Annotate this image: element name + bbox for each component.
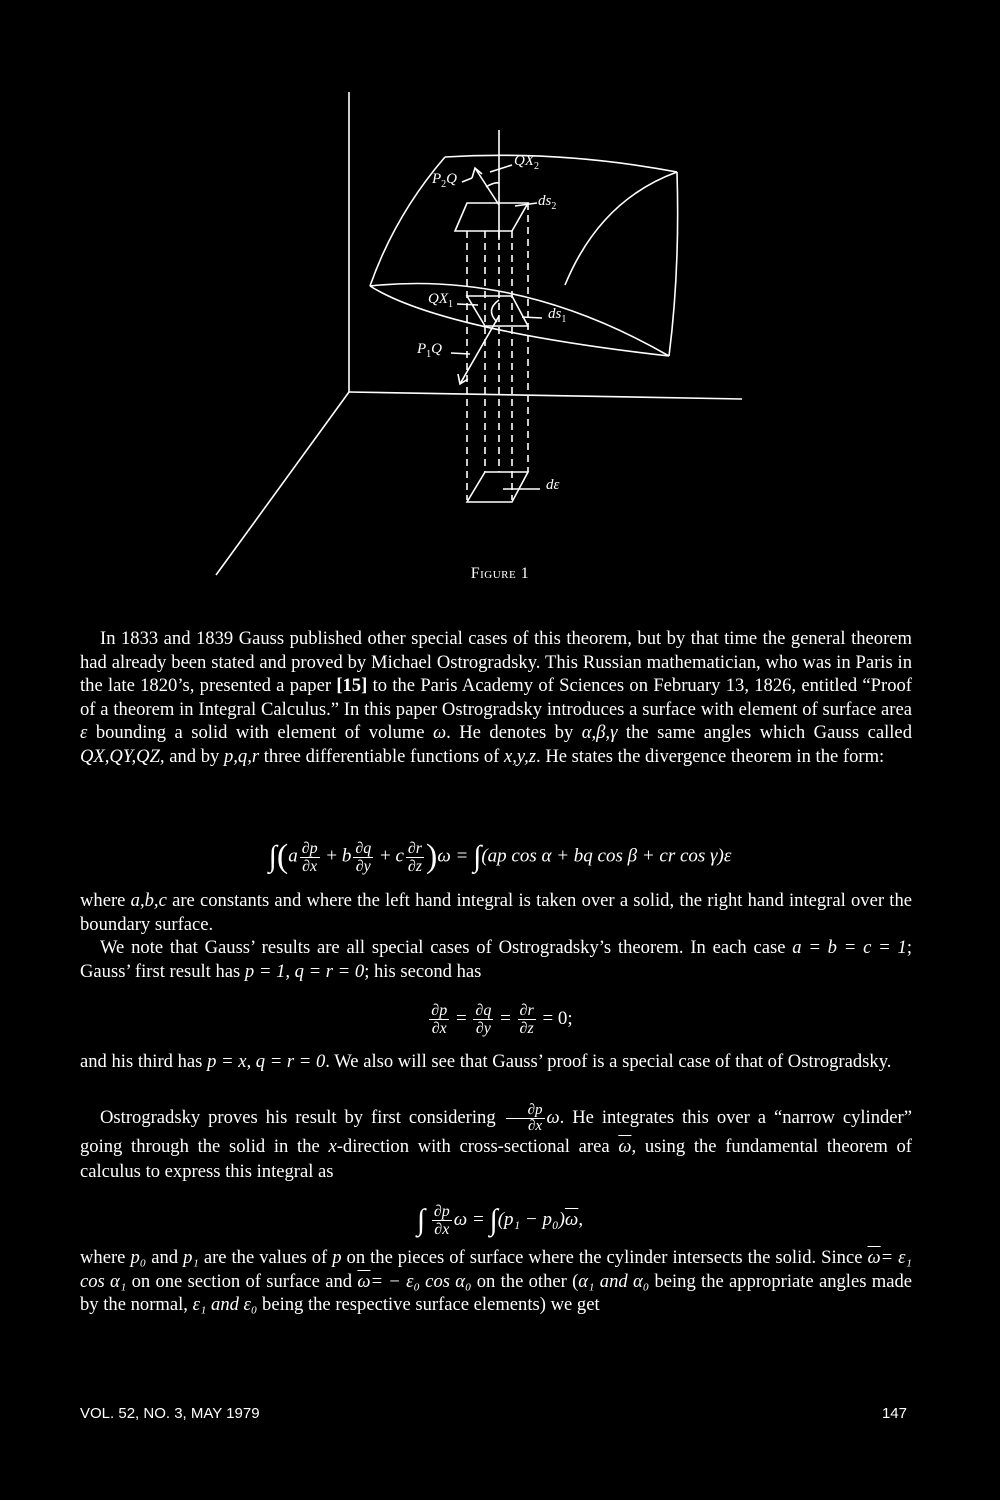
surface-lower-curve bbox=[370, 286, 669, 356]
p1q-pointer bbox=[451, 353, 470, 354]
ds2-element bbox=[455, 203, 528, 231]
ds1-pointer bbox=[522, 317, 542, 318]
figure-drawing bbox=[0, 0, 1000, 590]
surface-top-edge bbox=[445, 155, 677, 172]
angle-arc-2 bbox=[486, 183, 499, 187]
paragraph-5: Ostrogradsky proves his result by first considering $\frac{\partial p}{\partial x}$ ω. He integrates this over a “narrow cylinder” going through the solid in the x-direction with cross-sectional area $\overline{\omega}$, using the fundamental theorem of calculus to express this integral as bbox=[80, 1102, 912, 1182]
qx1-pointer bbox=[457, 304, 478, 305]
equation-cylinder-integral: ∫ $\frac{\partial p}{\partial x}$ $\omega = \int(p_1 - p_0)\overline{\omega}$, bbox=[416, 1203, 584, 1238]
p2q-pointer bbox=[462, 178, 472, 182]
y-axis bbox=[349, 392, 742, 399]
equation-second-result: $\frac{\partial p}{\partial x}$ = $\frac{\partial q}{\partial y}$ = $\frac{\partial r}{\partial z}$ = 0; bbox=[431, 1002, 573, 1037]
paragraph-2: where a,b,c are constants and where the left hand integral is taken over a solid, the right hand integral over the boundary surface. We note that Gauss’ results are all special cases of Ostrogradsky’s theorem. In each case a = b = c = 1; Gauss’ first result has p = 1, q = r = 0; his second has bbox=[80, 890, 912, 982]
label-qx1: $QX_1$ bbox=[428, 291, 453, 310]
footer-journal-info: VOL. 52, NO. 3, MAY 1979 bbox=[80, 1405, 260, 1422]
figure-caption: Figure 1 bbox=[470, 565, 530, 582]
figure-1 bbox=[0, 0, 1000, 590]
equation-divergence-theorem: ∫(a $\frac{\partial p}{\partial x}$ + b $\frac{\partial q}{\partial y}$ + c $\frac{\partial r}{\partial z}$ )ω = ∫(ap cos α + bq cos β + cr cos γ)ε bbox=[268, 838, 732, 875]
reference-15: [15] bbox=[336, 675, 368, 696]
label-de: dε bbox=[546, 477, 560, 493]
paragraph-6: where p₀ and p₁ are the values of p on the pieces of surface where the cylinder intersects the solid. Since $\overline{\omega}= \varepsilon_1$ cos α₁ on one section of surface and $\overline{\omega}= - \varepsilon_0$ cos α₀ on the other (α₁ and α₀ being the appropriate angles made by the normal, ε₁ and ε₀ being the respective surface elements) we get bbox=[80, 1247, 912, 1315]
label-p2q: $P_2Q$ bbox=[432, 171, 458, 190]
qx2-pointer bbox=[490, 165, 512, 172]
surface-right-edge bbox=[669, 172, 678, 356]
label-ds1: $ds_1$ bbox=[548, 306, 567, 325]
de-element bbox=[467, 472, 528, 502]
surface-mid-curve bbox=[370, 283, 669, 356]
column-dashes bbox=[467, 203, 528, 500]
label-qx2: $QX_2$ bbox=[514, 153, 539, 172]
x-axis bbox=[216, 392, 349, 575]
label-p1q: $P_1Q$ bbox=[417, 341, 443, 360]
paragraph-3: We note that Gauss’ results are all special cases of Ostrogradsky’s theorem. In each case a = b = c = 1; Gauss’ first result has p = 1, q = r = 0; his second has bbox=[80, 937, 912, 982]
surface-back-curve bbox=[565, 172, 677, 285]
paragraph-1: In 1833 and 1839 Gauss published other special cases of this theorem, but by that time the general theorem had already been stated and proved by Michael Ostrogradsky. This Russian mathematician, who was in Paris in the late 1820’s, presented a paper [15] to the Paris Academy of Sciences on February 13, 1826, entitled “Proof of a theorem in Integral Calculus.” In this paper Ostrogradsky introduces a surface with element of surface area ε bounding a solid with element of volume ω. He denotes by α,β,γ the same angles which Gauss called QX,QY,QZ, and by p,q,r three differentiable functions of x,y,z. He states the divergence theorem in the form: bbox=[80, 628, 912, 767]
footer-page-number: 147 bbox=[881, 1405, 907, 1422]
paragraph-4: and his third has p = x, q = r = 0. We also will see that Gauss’ proof is a special case of that of Ostrogradsky. bbox=[80, 1051, 892, 1072]
label-ds2: $ds_2$ bbox=[538, 193, 557, 212]
